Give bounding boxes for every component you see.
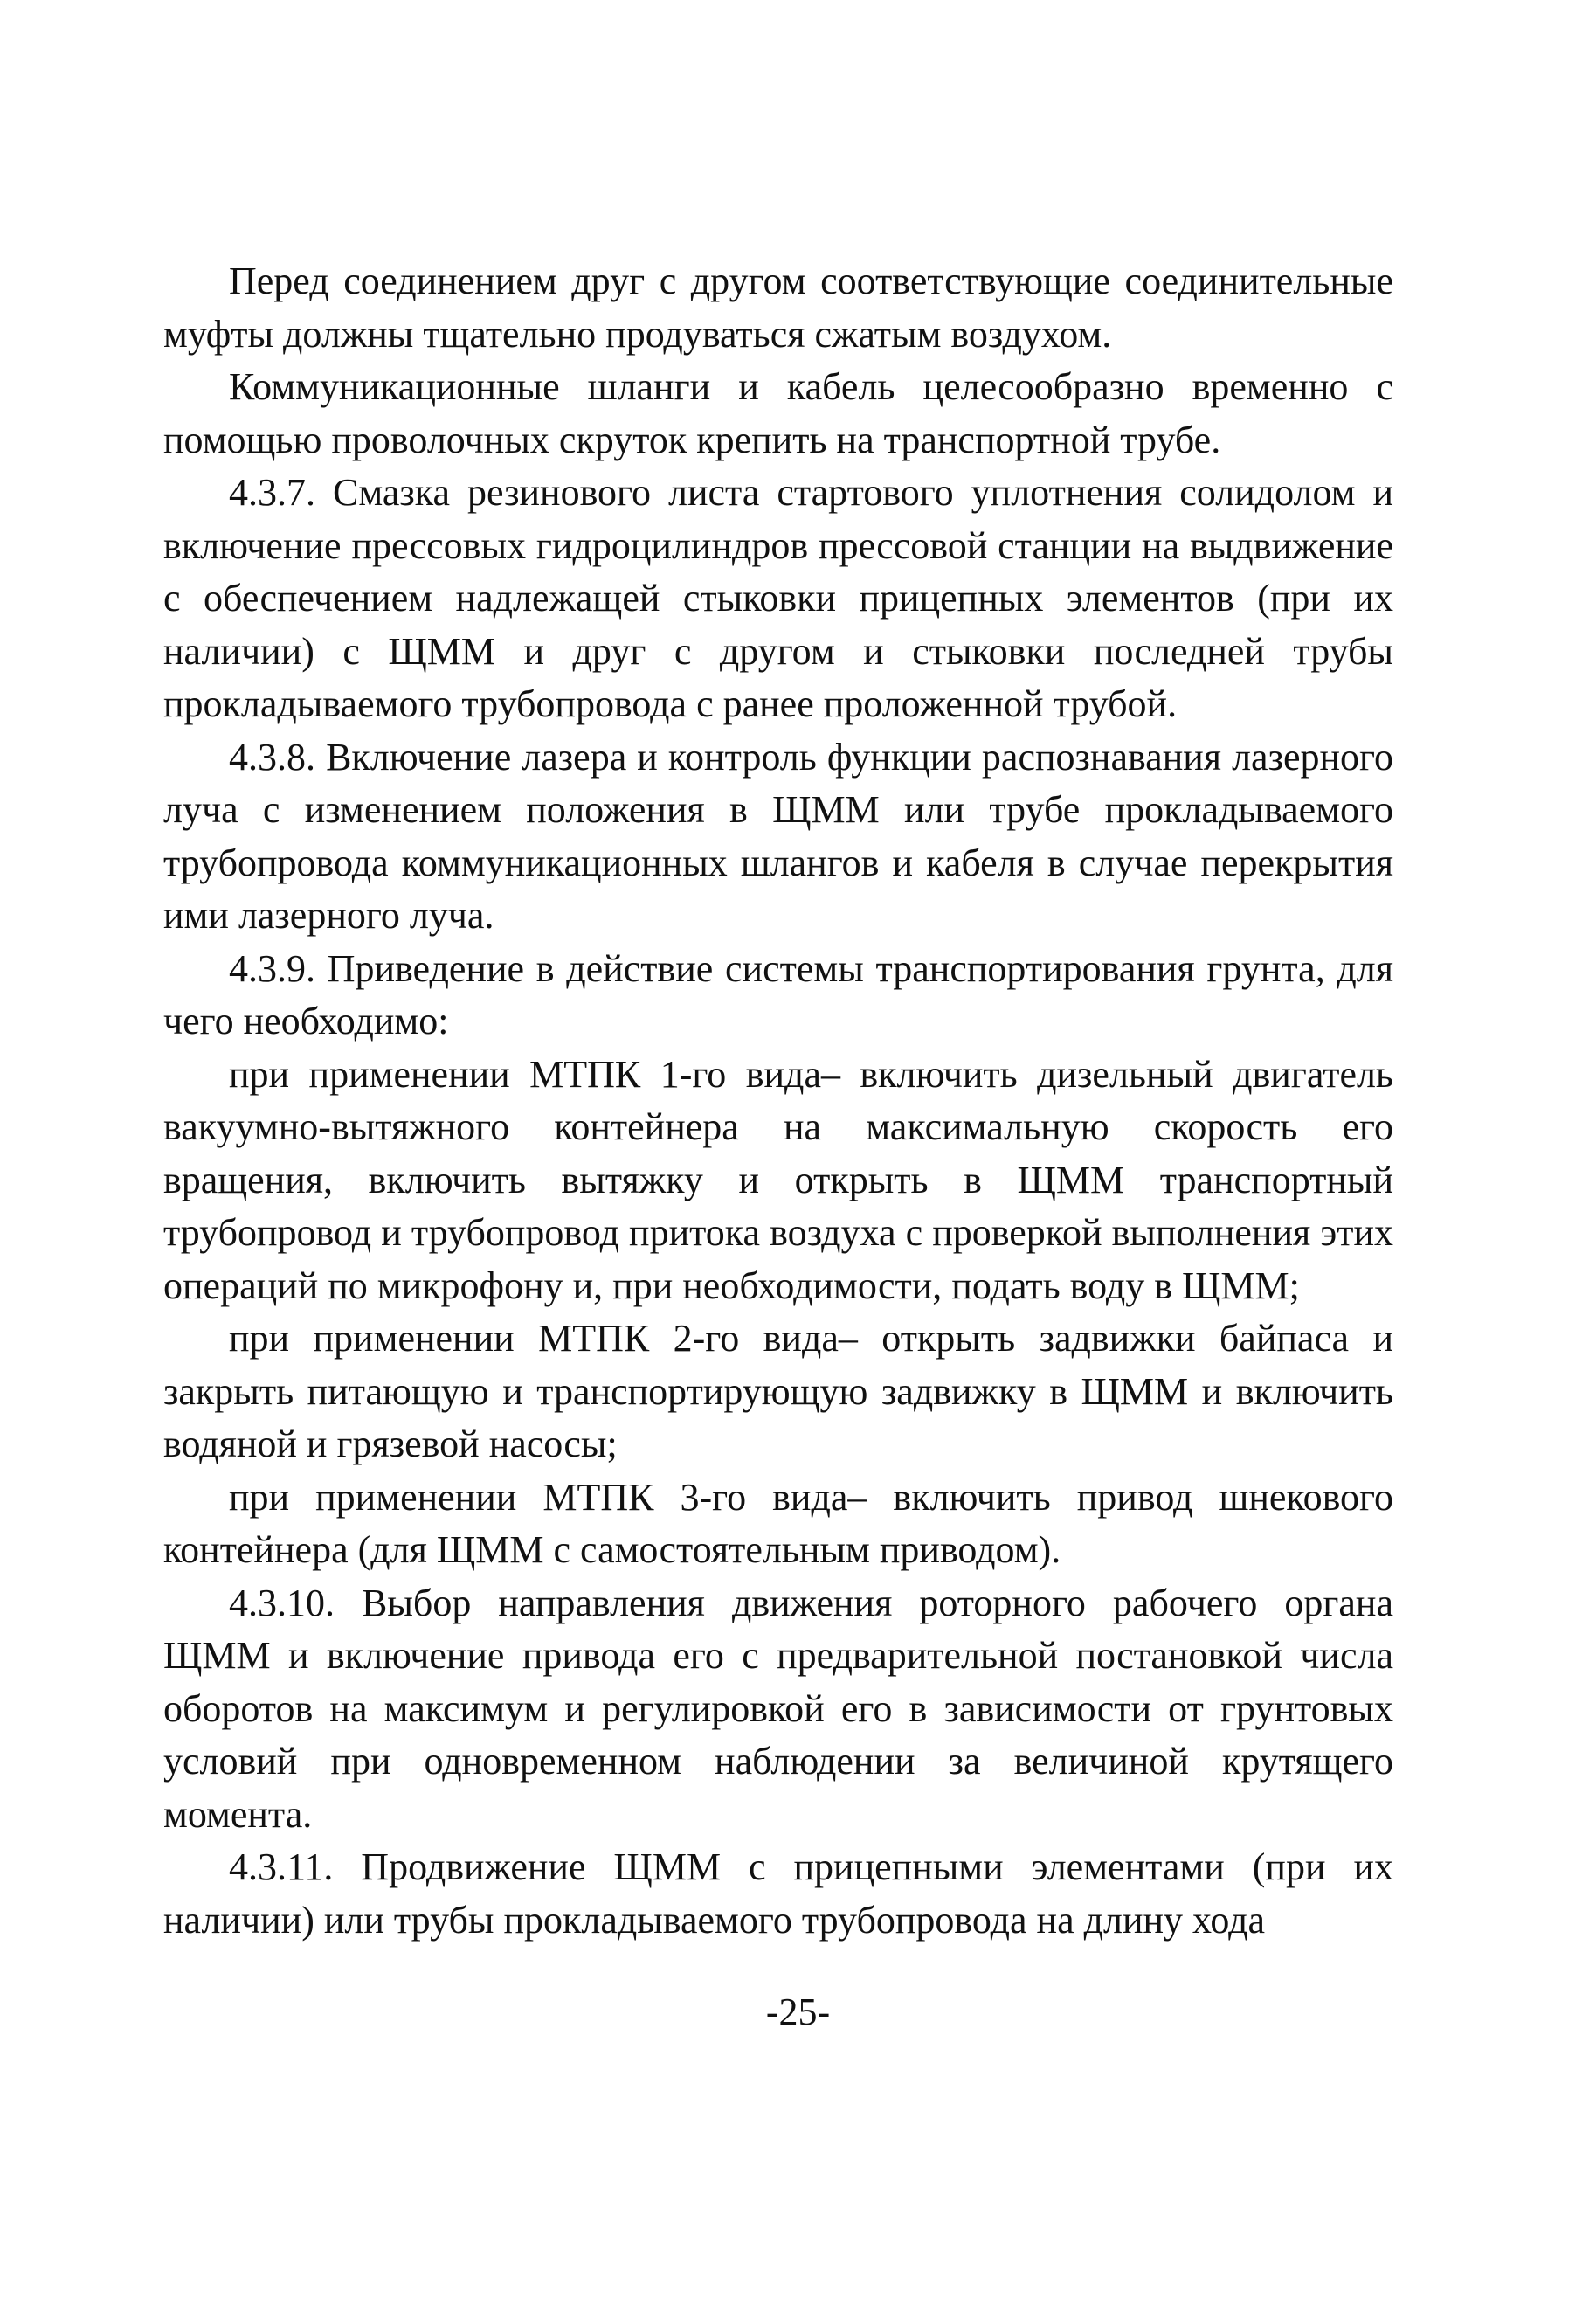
paragraph-4-3-9: 4.3.9. Приведение в действие системы транспортирования грунта, для чего необходимо:: [163, 946, 1393, 1042]
paragraph-mtpk-type-3: при применении МТПК 3-го вида– включить привод шнекового контейнера (для ЩММ с самостоятельным приводом).: [163, 1475, 1393, 1571]
paragraph-4-3-7: 4.3.7. Смазка резинового листа стартового уплотнения солидолом и включение прессовых гидроцилиндров прессовой станции на выдвижение с обеспечением надлежащей стыковки прицепных элементов (при их наличии) с ЩММ и друг с другом и стыковки последней трубы прокладываемого трубопровода с ранее проложенной трубой.: [163, 471, 1393, 725]
paragraph-couplings: Перед соединением друг с другом соответствующие соединительные муфты должны тщательно продуваться сжатым воздухом.: [163, 260, 1393, 356]
page-number: -25-: [765, 1990, 831, 2033]
paragraph-mtpk-type-1: при применении МТПК 1-го вида– включить дизельный двигатель вакуумно-вытяжного контейнера на максимальную скорость его вращения, включить вытяжку и открыть в ЩММ транспортный трубопровод и трубопровод притока воздуха с проверкой выполнения этих операций по микрофону и, при необходимости, подать воду в ЩММ;: [163, 1052, 1393, 1307]
paragraph-mtpk-type-2: при применении МТПК 2-го вида– открыть задвижки байпаса и закрыть питающую и транспортирующую задвижку в ЩММ и включить водяной и грязевой насосы;: [163, 1317, 1393, 1465]
body-text: [163, 255, 1393, 1947]
paragraph-4-3-10: 4.3.10. Выбор направления движения роторного рабочего органа ЩММ и включение привода его с предварительной постановкой числа оборотов на максимум и регулировкой его в зависимости от грунтовых условий при одновременном наблюдении за величиной крутящего момента.: [163, 1581, 1393, 1836]
paragraph-4-3-8: 4.3.8. Включение лазера и контроль функции распознавания лазерного луча с изменением положения в ЩММ или трубе прокладываемого трубопровода коммуникационных шлангов и кабеля в случае перекрытия ими лазерного луча.: [163, 735, 1393, 937]
paragraph-hoses: Коммуникационные шланги и кабель целесообразно временно с помощью проволочных скруток крепить на транспортной трубе.: [163, 365, 1393, 461]
paragraph-4-3-11: 4.3.11. Продвижение ЩММ с прицепными элементами (при их наличии) или трубы прокладываемого трубопровода на длину хода: [163, 1845, 1393, 1942]
